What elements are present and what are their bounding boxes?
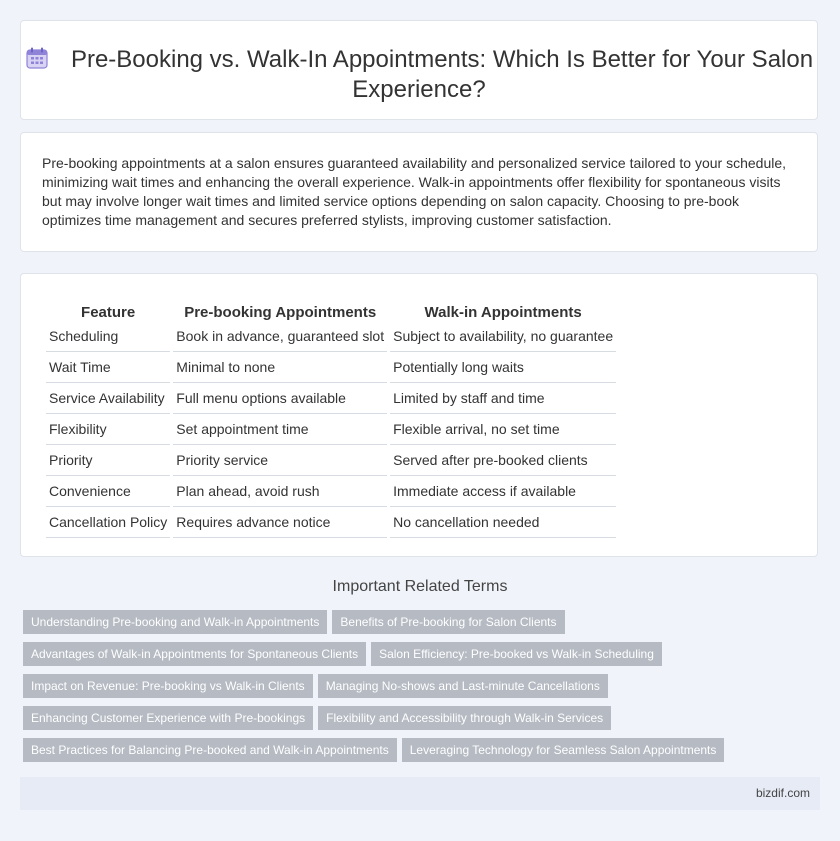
calendar-icon [25, 46, 49, 70]
table-row [46, 476, 616, 507]
related-term-link[interactable]: Understanding Pre-booking and Walk-in Appointments [23, 610, 327, 634]
page-title-wrap [21, 45, 817, 105]
table-cell: Requires advance notice [173, 507, 387, 538]
tag-row [23, 706, 823, 738]
table-cell: Full menu options available [173, 383, 387, 414]
table-cell: Priority service [173, 445, 387, 476]
related-term-link[interactable]: Impact on Revenue: Pre-booking vs Walk-in Clients [23, 674, 313, 698]
table-cell: Book in advance, guaranteed slot [173, 321, 387, 352]
related-term-link[interactable]: Flexibility and Accessibility through Walk-in Services [318, 706, 611, 730]
table-row [46, 383, 616, 414]
table-row [46, 352, 616, 383]
table-cell: Convenience [46, 476, 170, 507]
intro-paragraph: Pre-booking appointments at a salon ensures guaranteed availability and personalized service tailored to your schedule, minimizing wait times and enhancing the overall experience. Walk-in appointments offer flexibility for spontaneous visits but may involve longer wait times and limited service options depending on salon capacity. Choosing to pre-book optimizes time management and secures preferred stylists, improving customer satisfaction. [42, 155, 787, 228]
related-term-link[interactable]: Best Practices for Balancing Pre-booked and Walk-in Appointments [23, 738, 397, 762]
footer [20, 777, 820, 810]
related-terms-heading: Important Related Terms [332, 578, 508, 595]
table-cell: Flexibility [46, 414, 170, 445]
table-row [46, 445, 616, 476]
related-term-link[interactable]: Advantages of Walk-in Appointments for Spontaneous Clients [23, 642, 366, 666]
tag-row [23, 642, 823, 674]
table-cell: Priority [46, 445, 170, 476]
table-cell: Subject to availability, no guarantee [390, 321, 616, 352]
table-cell: Minimal to none [173, 352, 387, 383]
table-cell: Wait Time [46, 352, 170, 383]
table-row [46, 507, 616, 538]
comparison-table [43, 297, 619, 538]
related-term-link[interactable]: Salon Efficiency: Pre-booked vs Walk-in Scheduling [371, 642, 662, 666]
table-cell: Cancellation Policy [46, 507, 170, 538]
tag-row [23, 674, 823, 706]
table-header-row [46, 297, 616, 321]
tag-row [23, 610, 823, 642]
title-card [20, 20, 818, 120]
page-title: Pre-Booking vs. Walk-In Appointments: Which Is Better for Your Salon Experience? [70, 46, 814, 103]
table-cell: Scheduling [46, 321, 170, 352]
table-cell: Served after pre-booked clients [390, 445, 616, 476]
related-term-link[interactable]: Leveraging Technology for Seamless Salon Appointments [402, 738, 725, 762]
table-cell: Set appointment time [173, 414, 387, 445]
tag-row [23, 738, 823, 770]
table-row [46, 321, 616, 352]
footer-site-link[interactable]: bizdif.com [755, 786, 810, 800]
related-term-link[interactable]: Managing No-shows and Last-minute Cancellations [318, 674, 608, 698]
table-cell: Limited by staff and time [390, 383, 616, 414]
related-terms-list [23, 610, 823, 770]
table-cell: Immediate access if available [390, 476, 616, 507]
header-pre-booking: Pre-booking Appointments [184, 304, 377, 321]
related-term-link[interactable]: Benefits of Pre-booking for Salon Clients [332, 610, 564, 634]
table-cell: Plan ahead, avoid rush [173, 476, 387, 507]
comparison-card [20, 273, 818, 557]
related-term-link[interactable]: Enhancing Customer Experience with Pre-bookings [23, 706, 313, 730]
header-walk-in: Walk-in Appointments [424, 304, 582, 321]
header-feature: Feature [81, 304, 136, 321]
table-row [46, 414, 616, 445]
table-cell: No cancellation needed [390, 507, 616, 538]
intro-card [20, 132, 818, 252]
table-cell: Potentially long waits [390, 352, 616, 383]
table-cell: Service Availability [46, 383, 170, 414]
table-cell: Flexible arrival, no set time [390, 414, 616, 445]
